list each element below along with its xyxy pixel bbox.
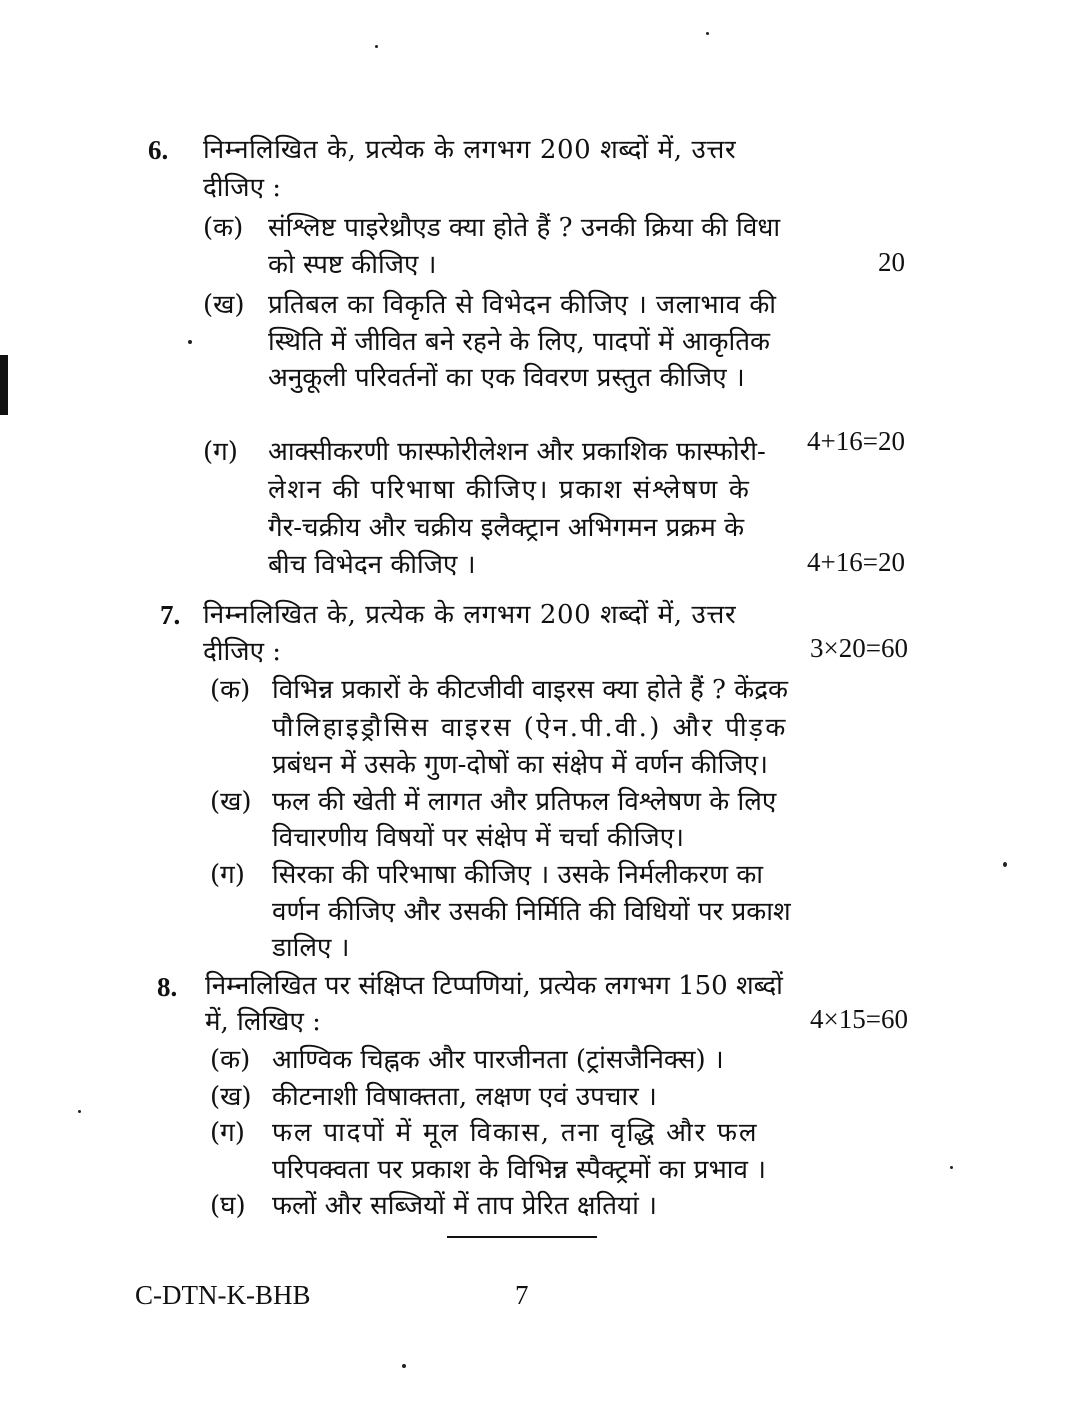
scan-speck <box>1003 862 1007 867</box>
scan-speck <box>706 32 709 35</box>
question-intro-line: निम्नलिखित पर संक्षिप्त टिप्पणियां, प्रत्येक लगभग 150 शब्दों <box>205 971 783 1001</box>
scan-speck <box>78 1110 81 1113</box>
scan-edge-mark <box>0 355 8 415</box>
sub-question-label: (ग) <box>210 860 245 890</box>
question-number: 6. <box>148 135 169 165</box>
sub-question-text: स्थिति में जीवित बने रहने के लिए, पादपों में आकृतिक <box>268 327 771 357</box>
marks: 4+16=20 <box>807 547 905 577</box>
page-number: 7 <box>515 1280 529 1310</box>
sub-question-label: (ख) <box>210 1082 252 1112</box>
sub-question-label: (ख) <box>210 787 252 817</box>
marks: 4×15=60 <box>810 1004 908 1034</box>
sub-question-text: फल की खेती में लागत और प्रतिफल विश्लेषण के लिए <box>272 787 777 817</box>
sub-question-text: फल पादपों में मूल विकास, तना वृद्धि और फल <box>272 1118 759 1148</box>
sub-question-label: (ग) <box>203 437 238 467</box>
sub-question-text: फलों और सब्जियों में ताप प्रेरित क्षतियां । <box>272 1191 657 1221</box>
scan-speck <box>375 45 378 48</box>
sub-question-text: विभिन्न प्रकारों के कीटजीवी वाइरस क्या होते हैं ? केंद्रक <box>272 675 788 705</box>
question-intro-line: दीजिए : <box>203 637 281 667</box>
question-intro-line: निम्नलिखित के, प्रत्येक के लगभग 200 शब्दों में, उत्तर <box>203 600 737 630</box>
scan-speck <box>950 1166 953 1169</box>
sub-question-text: सिरका की परिभाषा कीजिए । उसके निर्मलीकरण का <box>272 860 764 890</box>
sub-question-text: आण्विक चिह्नक और पारजीनता (ट्रांसजैनिक्स) । <box>272 1045 724 1075</box>
sub-question-label: (ख) <box>203 290 245 320</box>
sub-question-text: प्रबंधन में उसके गुण-दोषों का संक्षेप में वर्णन कीजिए। <box>272 750 768 780</box>
question-intro-line: में, लिखिए : <box>205 1007 321 1037</box>
question-intro-line: निम्नलिखित के, प्रत्येक के लगभग 200 शब्दों में, उत्तर <box>203 135 737 165</box>
scan-speck <box>402 1364 406 1368</box>
sub-question-text: को स्पष्ट कीजिए । <box>268 250 437 280</box>
sub-question-label: (क) <box>203 213 244 243</box>
sub-question-text: प्रतिबल का विकृति से विभेदन कीजिए । जलाभाव की <box>268 290 777 320</box>
sub-question-label: (घ) <box>210 1191 246 1221</box>
sub-question-text: बीच विभेदन कीजिए । <box>268 550 476 580</box>
paper-code: C-DTN-K-BHB <box>135 1280 311 1310</box>
sub-question-label: (ग) <box>210 1118 245 1148</box>
sub-question-text: गैर-चक्रीय और चक्रीय इलैक्ट्रान अभिगमन प्रक्रम के <box>268 513 745 543</box>
sub-question-text: लेशन की परिभाषा कीजिए। प्रकाश संश्लेषण के <box>268 475 751 505</box>
sub-question-text: डालिए । <box>272 933 350 963</box>
end-rule <box>447 1236 597 1238</box>
question-number: 8. <box>157 972 178 1002</box>
question-intro-line: दीजिए : <box>203 173 281 203</box>
question-number: 7. <box>160 600 181 630</box>
sub-question-text: आक्सीकरणी फास्फोरीलेशन और प्रकाशिक फास्फोरी- <box>268 437 766 467</box>
sub-question-text: विचारणीय विषयों पर संक्षेप में चर्चा कीजिए। <box>272 823 684 853</box>
sub-question-text: संश्लिष्ट पाइरेथ्रौएड क्या होते हैं ? उनकी क्रिया की विधा <box>268 213 781 243</box>
marks: 3×20=60 <box>810 633 908 663</box>
sub-question-text: वर्णन कीजिए और उसकी निर्मिति की विधियों पर प्रकाश <box>272 897 791 927</box>
sub-question-text: कीटनाशी विषाक्तता, लक्षण एवं उपचार । <box>272 1082 657 1112</box>
marks: 4+16=20 <box>807 426 905 456</box>
sub-question-text: परिपक्वता पर प्रकाश के विभिन्न स्पैक्ट्रमों का प्रभाव । <box>272 1155 767 1185</box>
sub-question-label: (क) <box>210 675 251 705</box>
sub-question-text: पौलिहाइड्रौसिस वाइरस (ऐन.पी.वी.) और पीड़क <box>272 713 788 743</box>
marks: 20 <box>878 247 905 277</box>
sub-question-label: (क) <box>210 1045 251 1075</box>
scan-speck <box>188 340 192 344</box>
sub-question-text: अनुकूली परिवर्तनों का एक विवरण प्रस्तुत कीजिए । <box>268 363 745 393</box>
